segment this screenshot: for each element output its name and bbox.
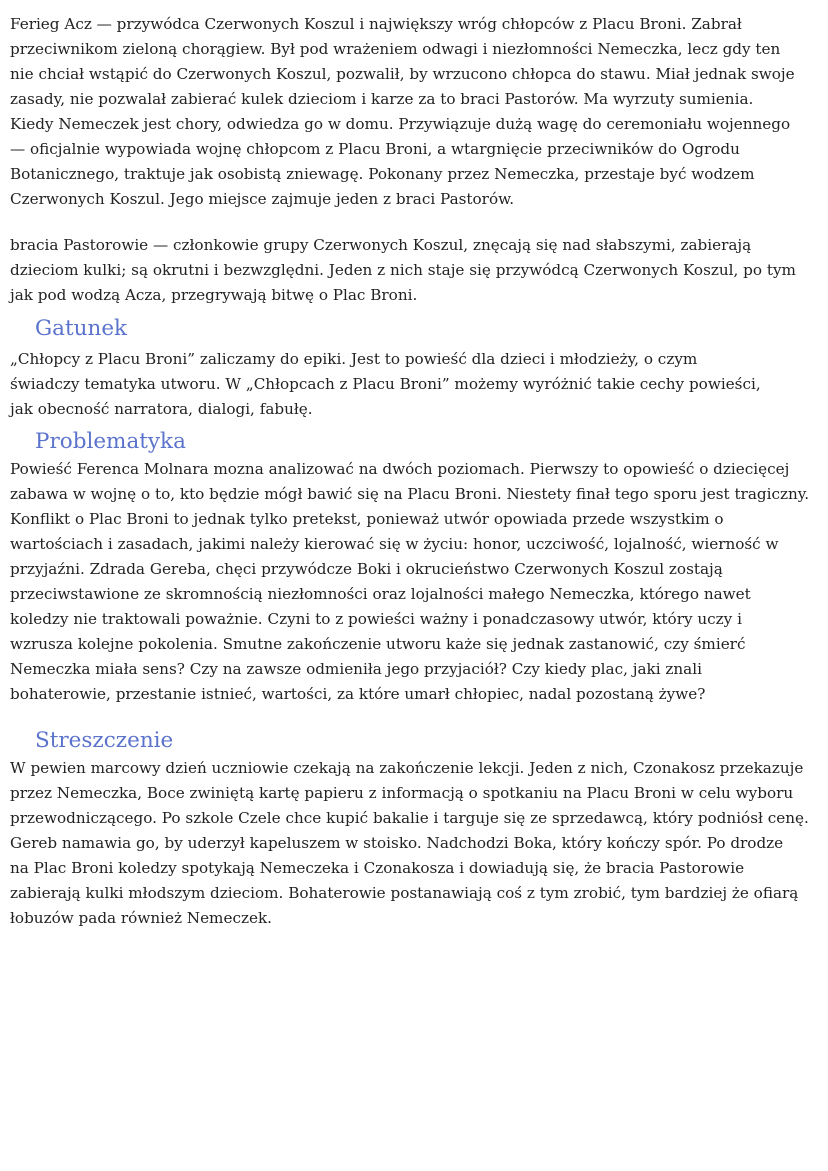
text-line: Ferieg Acz — przywódca Czerwonych Koszul i największy wróg chłopców z Placu Broni. Zabrał (10, 15, 742, 33)
text-line: łobuzów pada również Nemeczek. (10, 909, 272, 927)
text-line: „Chłopcy z Placu Broni” zaliczamy do epiki. Jest to powieść dla dzieci i młodzieży, o czym (10, 350, 698, 368)
text-line: Gereb namawia go, by uderzył kapeluszem w stoisko. Nadchodzi Boka, który kończy spór. Po drodze (10, 834, 784, 852)
text-line: dzieciom kulki; są okrutni i bezwzględni. Jeden z nich staje się przywódcą Czerwonych Koszul, po tym (10, 261, 796, 279)
text-line: koledzy nie traktowali poważnie. Czyni to z powieści ważny i ponadczasowy utwór, który uczy i (10, 610, 742, 628)
text-line: zabierają kulki młodszym dzieciom. Bohaterowie postanawiają coś z tym zrobić, tym bardziej że ofiarą (10, 884, 799, 902)
text-line: przeciwstawione ze skromnością niezłomności oraz lojalności małego Nemeczka, którego nawet (10, 585, 751, 603)
text-line: Czerwonych Koszul. Jego miejsce zajmuje jeden z braci Pastorów. (10, 190, 515, 208)
text-line: bohaterowie, przestanie istnieć, wartości, za które umarł chłopiec, nadal pozostaną żywe? (10, 685, 706, 703)
paragraph-problematyka (10, 457, 820, 707)
text-line: przyjaźni. Zdrada Gereba, chęci przywódcze Boki i okrucieństwo Czerwonych Koszul zostają (10, 560, 723, 578)
text-line: wartościach i zasadach, jakimi należy kierować się w życiu: honor, uczciwość, lojalność, wierność w (10, 535, 779, 553)
text-line: zasady, nie pozwalał zabierać kulek dzieciom i karze za to braci Pastorów. Ma wyrzuty sumienia. (10, 90, 754, 108)
text-line: na Plac Broni koledzy spotykają Nemeczeka i Czonakosza i dowiadują się, że bracia Pastorowie (10, 859, 745, 877)
text-line: przeciwnikom zieloną chorągiew. Był pod wrażeniem odwagi i niezłomności Nemeczka, lecz gdy ten (10, 40, 781, 58)
text-line: wzrusza kolejne pokolenia. Smutne zakończenie utworu każe się jednak zastanowić, czy śmierć (10, 635, 746, 653)
text-line: przewodniczącego. Po szkole Czele chce kupić bakalie i targuje się ze sprzedawcą, który podniósł cenę. (10, 809, 809, 827)
text-line: W pewien marcowy dzień uczniowie czekają na zakończenie lekcji. Jeden z nich, Czonakosz przekazuje (10, 759, 804, 777)
section-heading-gatunek: Gatunek (35, 316, 128, 341)
text-line: bracia Pastorowie — członkowie grupy Czerwonych Koszul, znęcają się nad słabszymi, zabierają (10, 236, 752, 254)
text-line: zabawa w wojnę o to, kto będzie mógł bawić się na Placu Broni. Niestety finał tego sporu jest tragiczny. (10, 485, 810, 503)
text-line: Konflikt o Plac Broni to jednak tylko pretekst, ponieważ utwór opowiada przede wszystkim o (10, 510, 724, 528)
text-line: Powieść Ferenca Molnara mozna analizować na dwóch poziomach. Pierwszy to opowieść o dziecięcej (10, 460, 790, 478)
text-line: Kiedy Nemeczek jest chory, odwiedza go w domu. Przywiązuje dużą wagę do ceremoniału wojennego (10, 115, 791, 133)
paragraph-pastorowie (10, 233, 820, 308)
text-line: Nemeczka miała sens? Czy na zawsze odmieniła jego przyjaciół? Czy kiedy plac, jaki znali (10, 660, 702, 678)
text-line: nie chciał wstąpić do Czerwonych Koszul, pozwalił, by wrzucono chłopca do stawu. Miał jednak swoje (10, 65, 795, 83)
paragraph-acz (10, 12, 820, 212)
section-heading-streszczenie: Streszczenie (35, 728, 174, 753)
text-line: jak obecność narratora, dialogi, fabułę. (10, 400, 313, 418)
paragraph-gatunek (10, 347, 820, 422)
text-line: — oficjalnie wypowiada wojnę chłopcom z Placu Broni, a wtargnięcie przeciwników do Ogrodu (10, 140, 740, 158)
paragraph-streszczenie (10, 756, 820, 931)
text-line: jak pod wodzą Acza, przegrywają bitwę o Plac Broni. (10, 286, 418, 304)
text-line: przez Nemeczka, Boce zwiniętą kartę papieru z informacją o spotkaniu na Placu Broni w celu wyboru (10, 784, 794, 802)
text-line: Botanicznego, traktuje jak osobistą zniewagę. Pokonany przez Nemeczka, przestaje być wodzem (10, 165, 755, 183)
text-line: świadczy tematyka utworu. W „Chłopcach z Placu Broni” możemy wyróżnić takie cechy powieści, (10, 375, 761, 393)
section-heading-problematyka: Problematyka (35, 429, 186, 454)
document-page (10, 12, 820, 931)
